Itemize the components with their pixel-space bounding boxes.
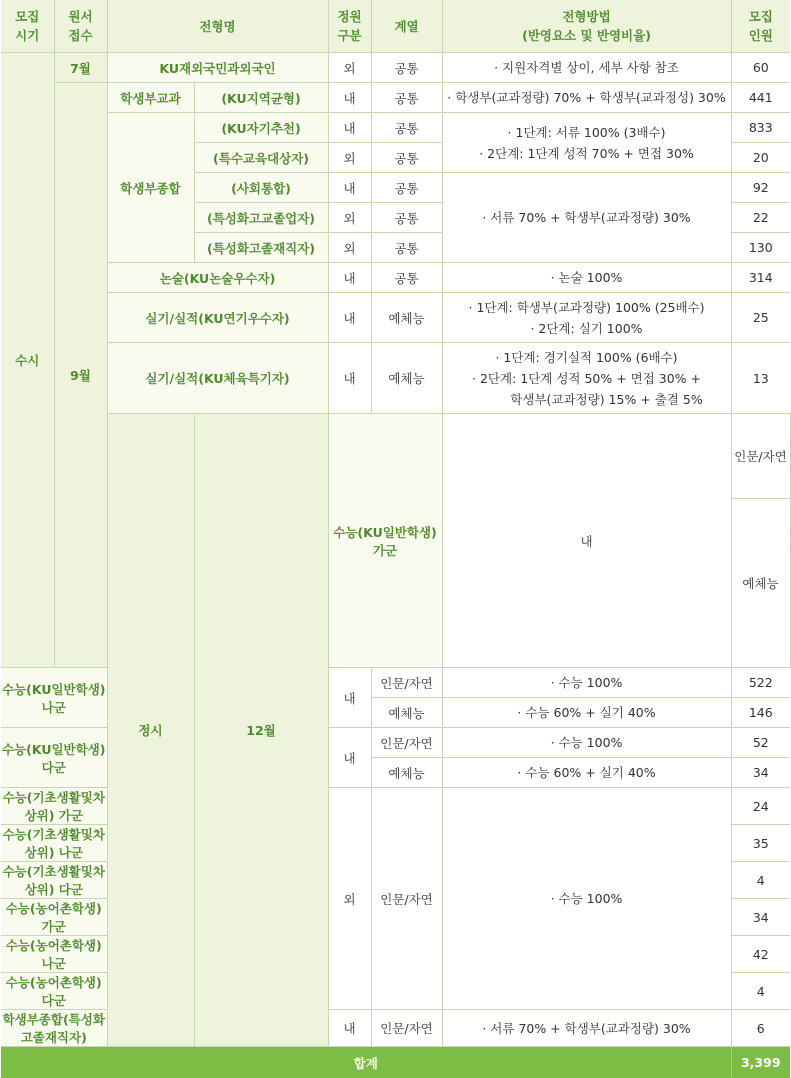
method-line: · 2단계: 1단계 성적 70% + 면접 30% (443, 143, 731, 164)
type-name: 수능(기초생활및차상위) 나군 (1, 825, 107, 862)
count-cell: 6 (731, 1010, 790, 1047)
type-name: KU재외국민과외국인 (107, 53, 328, 83)
track-cell: 인문/자연 (731, 414, 790, 499)
track-cell: 공통 (371, 233, 442, 263)
type-name: 실기/실적(KU연기우수자) (107, 293, 328, 343)
header-quota: 정원 구분 (328, 0, 371, 53)
table-row (1, 343, 790, 414)
track-cell: 예체능 (371, 698, 442, 728)
period-susi: 수시 (1, 53, 54, 668)
count-cell: 146 (731, 698, 790, 728)
quota-cell: 내 (328, 83, 371, 113)
reception-dec: 12월 (194, 414, 328, 1047)
method-cell: · 수능 100% (442, 788, 731, 1010)
header-period: 모집 시기 (1, 0, 54, 53)
track-cell: 예체능 (371, 758, 442, 788)
type-name: 학생부종합(특성화고졸재직자) (1, 1010, 107, 1047)
count-cell: 25 (731, 293, 790, 343)
method-line: · 1단계: 학생부(교과정량) 100% (25배수) (443, 297, 731, 318)
track-cell: 예체능 (371, 293, 442, 343)
count-cell: 35 (731, 825, 790, 862)
header-reception: 원서 접수 (54, 0, 107, 53)
count-cell: 34 (731, 758, 790, 788)
header-count: 모집 인원 (731, 0, 790, 53)
track-cell: 인문/자연 (371, 668, 442, 698)
type-subname: (KU지역균형) (194, 83, 328, 113)
quota-cell: 외 (328, 788, 371, 1010)
type-subname: (사회통합) (194, 173, 328, 203)
quota-cell: 내 (328, 1010, 371, 1047)
quota-cell: 외 (328, 203, 371, 233)
track-cell: 공통 (371, 53, 442, 83)
track-cell: 예체능 (731, 499, 790, 668)
method-cell: · 서류 70% + 학생부(교과정량) 30% (442, 173, 731, 263)
count-cell: 42 (731, 936, 790, 973)
method-cell: · 서류 70% + 학생부(교과정량) 30% (442, 1010, 731, 1047)
track-cell: 인문/자연 (371, 788, 442, 1010)
method-cell: · 지원자격별 상이, 세부 사항 참조 (442, 53, 731, 83)
type-name: 수능(KU일반학생) 다군 (1, 728, 107, 788)
quota-cell: 내 (328, 728, 371, 788)
quota-cell: 내 (328, 668, 371, 728)
table-row (1, 113, 790, 143)
quota-cell: 외 (328, 233, 371, 263)
total-label: 합계 (1, 1047, 731, 1078)
count-cell: 13 (731, 343, 790, 414)
method-cell: · 수능 60% + 실기 40% (442, 758, 731, 788)
table-row (1, 53, 790, 83)
type-name: 논술(KU논술우수자) (107, 263, 328, 293)
type-subname: (KU자기추천) (194, 113, 328, 143)
type-name: 수능(기초생활및차상위) 가군 (1, 788, 107, 825)
track-cell: 인문/자연 (371, 728, 442, 758)
type-name: 실기/실적(KU체육특기자) (107, 343, 328, 414)
table-row (1, 293, 790, 343)
header-row (1, 0, 790, 53)
quota-cell: 내 (328, 173, 371, 203)
total-row (1, 1047, 790, 1078)
method-cell (442, 343, 731, 414)
quota-cell: 내 (442, 414, 731, 668)
header-type-name: 전형명 (107, 0, 328, 53)
method-cell: · 학생부(교과정량) 70% + 학생부(교과정성) 30% (442, 83, 731, 113)
method-cell: · 수능 100% (442, 668, 731, 698)
type-name: 수능(KU일반학생) 나군 (1, 668, 107, 728)
admission-table (1, 0, 790, 1078)
quota-cell: 내 (328, 293, 371, 343)
count-cell: 52 (731, 728, 790, 758)
track-cell: 공통 (371, 263, 442, 293)
type-group: 학생부교과 (107, 83, 194, 113)
method-line: 학생부(교과정량) 15% + 출결 5% (443, 389, 731, 410)
quota-cell: 내 (328, 263, 371, 293)
count-cell: 314 (731, 263, 790, 293)
method-line: · 1단계: 경기실적 100% (6배수) (443, 347, 731, 368)
count-cell: 4 (731, 973, 790, 1010)
count-cell: 130 (731, 233, 790, 263)
type-group: 학생부종합 (107, 113, 194, 263)
type-subname: (특성화고교졸업자) (194, 203, 328, 233)
method-cell: · 수능 100% (442, 728, 731, 758)
type-subname: (특성화고졸재직자) (194, 233, 328, 263)
table-row (1, 414, 790, 499)
count-cell: 441 (731, 83, 790, 113)
count-cell: 24 (731, 788, 790, 825)
track-cell: 인문/자연 (371, 1010, 442, 1047)
track-cell: 공통 (371, 113, 442, 143)
header-track: 계열 (371, 0, 442, 53)
count-cell: 34 (731, 899, 790, 936)
count-cell: 522 (731, 668, 790, 698)
type-name: 수능(농어촌학생) 다군 (1, 973, 107, 1010)
quota-cell: 내 (328, 113, 371, 143)
method-cell: · 논술 100% (442, 263, 731, 293)
method-line: · 2단계: 실기 100% (443, 318, 731, 339)
period-jeongsi: 정시 (107, 414, 194, 1047)
method-cell: · 수능 60% + 실기 40% (442, 698, 731, 728)
method-line: · 1단계: 서류 100% (3배수) (443, 122, 731, 143)
count-cell: 22 (731, 203, 790, 233)
reception-july: 7월 (54, 53, 107, 83)
count-cell: 20 (731, 143, 790, 173)
count-cell: 4 (731, 862, 790, 899)
method-cell (442, 293, 731, 343)
quota-cell: 외 (328, 53, 371, 83)
track-cell: 공통 (371, 143, 442, 173)
table-row (1, 83, 790, 113)
type-name: 수능(농어촌학생) 나군 (1, 936, 107, 973)
header-method: 전형방법 (반영요소 및 반영비율) (442, 0, 731, 53)
count-cell: 60 (731, 53, 790, 83)
count-cell: 833 (731, 113, 790, 143)
method-cell (442, 113, 731, 173)
table-row (1, 263, 790, 293)
type-name: 수능(농어촌학생) 가군 (1, 899, 107, 936)
type-name: 수능(KU일반학생) 가군 (328, 414, 442, 668)
method-line: · 2단계: 1단계 성적 50% + 면접 30% + (443, 368, 731, 389)
quota-cell: 외 (328, 143, 371, 173)
track-cell: 공통 (371, 83, 442, 113)
reception-sept: 9월 (54, 83, 107, 668)
type-subname: (특수교육대상자) (194, 143, 328, 173)
quota-cell: 내 (328, 343, 371, 414)
track-cell: 예체능 (371, 343, 442, 414)
count-cell: 92 (731, 173, 790, 203)
track-cell: 공통 (371, 173, 442, 203)
type-name: 수능(기초생활및차상위) 다군 (1, 862, 107, 899)
track-cell: 공통 (371, 203, 442, 233)
total-count: 3,399 (731, 1047, 790, 1078)
